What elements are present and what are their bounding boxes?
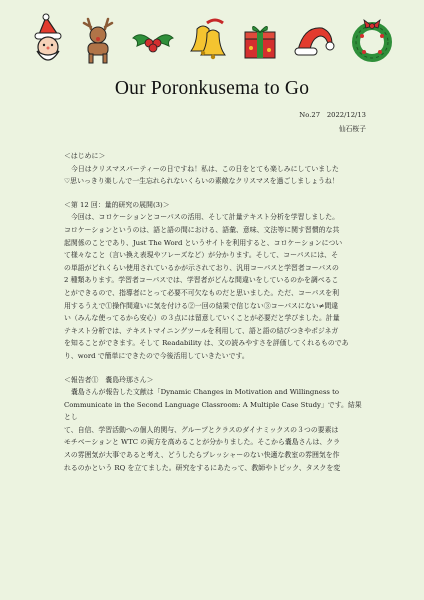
reindeer-icon bbox=[78, 15, 118, 65]
issue-date: No.27 2022/12/13 bbox=[299, 111, 366, 119]
intro-line: 今日はクリスマスパーティーの日ですね！私は、この日をとても楽しみにしていました bbox=[71, 164, 339, 173]
lecture-line: の単語がどれくらい使用されているかが示されており、汎用コーパスと学習者コーパスの bbox=[64, 263, 339, 272]
page-title: Our Poronkusema to Go bbox=[114, 78, 310, 99]
author-name: 仙石桜子 bbox=[338, 125, 366, 133]
lecture-line: 2 種類あります。学習者コーパスでは、学習者がどんな間違いをしているのかを調べるこ bbox=[64, 276, 339, 285]
intro-heading: ＜はじめに＞ bbox=[64, 152, 106, 160]
report-line: て、自信、学習活動への個人的関与、グループとクラスのダイナミックスの３つの要素は bbox=[64, 425, 339, 434]
lecture-line: い（みんな使ってるから安心）の３点には留意していくことが必要だと学びました。計量 bbox=[64, 314, 340, 323]
holly-icon bbox=[131, 20, 175, 60]
report-line: れるのかという RQ を立てました。研究をするにあたって、教師やトピック、タスクを変 bbox=[64, 463, 341, 472]
lecture-line: コロケーションというのは、語と語の間における、語彙、意味、文法等に関す習慣的な共 bbox=[64, 225, 340, 234]
intro-line: ♡思いっきり楽しんで一生忘れられないくらいの素敵なクリスマスを過ごしましょうね！ bbox=[64, 177, 339, 186]
document-body bbox=[64, 150, 364, 474]
lecture-line: 用するうえで①操作間違いに気を付ける②一回の結果で信じない③コーパスにない≠間違 bbox=[64, 301, 339, 310]
report-line: Communicate in the Second Language Classroom: A Multiple Case Study」です。結果とし bbox=[64, 400, 362, 422]
lecture-line: て様々なこと（言い換え表現やフレーズなど）が分かります。そして、コーパスには、そ bbox=[64, 251, 338, 260]
lecture-heading: ＜第 12 回：量的研究の展開(3)＞ bbox=[64, 200, 170, 209]
wreath-icon bbox=[350, 16, 394, 64]
report-line: スの雰囲気が大事であると考え、どうしたらプレッシャーのない快適な教室の雰囲気を作 bbox=[64, 451, 340, 460]
decoration-icon-row bbox=[30, 10, 394, 70]
lecture-line: テキスト分析では、テキストマイニングツールを利用して、語と語の結びつきやポジネガ bbox=[64, 326, 339, 335]
lecture-line: とができるので、指導者にとって必要不可欠なものだと思いました。ただ、コーパスを利 bbox=[64, 288, 340, 297]
gift-icon bbox=[241, 18, 279, 62]
santa-icon bbox=[30, 13, 66, 67]
report-heading: ＜報告者① 嚢島玲那さん＞ bbox=[64, 375, 154, 384]
lecture-line: 起関係のことであり、Just The Word というサイトを利用すると、コロケーションについ bbox=[64, 238, 343, 247]
bells-icon bbox=[187, 15, 229, 65]
report-line: モチベーションと WTC の両方を高めることが分かりました。そこから嚢島さんは、クラ bbox=[64, 438, 341, 447]
lecture-line: 今回は、コロケーションとコーパスの活用、そして計量テキスト分析を学習しました。 bbox=[71, 213, 339, 222]
lecture-line: り、word で簡単にできたので今後活用していきたいです。 bbox=[64, 351, 249, 360]
santa-hat-icon bbox=[292, 20, 338, 60]
report-line: 嚢島さんが報告した文献は「Dynamic Changes in Motivation and Willingness to bbox=[71, 388, 340, 397]
lecture-line: を知ることができます。そして Readability は、文の読みやすさを評価してくれるものであ bbox=[64, 339, 349, 348]
